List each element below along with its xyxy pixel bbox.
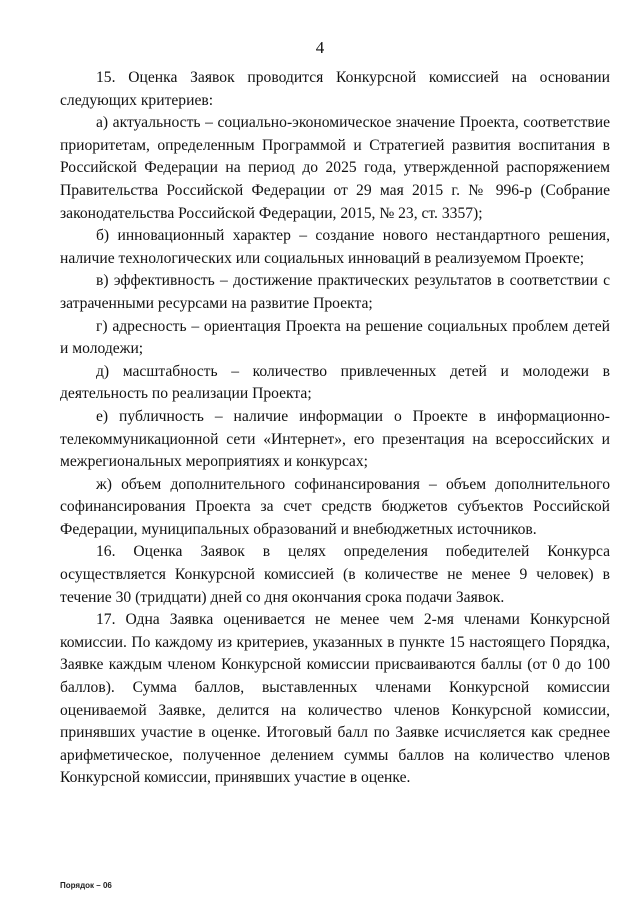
criterion-g: г) адресность – ориентация Проекта на решение социальных проблем детей и молодежи; [60, 317, 610, 358]
criterion-b: б) инновационный характер – создание нового нестандартного решения, наличие технологических или социальных инноваций в реализуемом Проекте; [60, 227, 610, 267]
paragraph-17: 17. Одна Заявка оценивается не менее чем 2-мя членами Конкурсной комиссии. По каждому из критериев, указанных в пункте 15 настоящего Порядка, Заявке каждым членом Конкурсной комиссии присваиваются баллы (от 0 до 100 баллов). Сумма баллов, выставленных членами Конкурсной комиссии оцениваемой Заявке, делится на количество членов Конкурсной комиссии, принявших участие в оценке. Итоговый балл по Заявке исчисляется как среднее арифметическое, полученное делением суммы баллов на количество членов Конкурсной комиссии, принявших участие в оценке. [60, 611, 610, 787]
criterion-zh: ж) объем дополнительного софинансирования – объем дополнительного софинансирования Проекта за счет средств бюджетов субъектов Российской Федерации, муниципальных образований и внебюджетных источников. [60, 475, 610, 538]
criterion-e: е) публичность – наличие информации о Проекте в информационно-телекоммуникационной сети «Интернет», его презентация на всероссийских и межрегиональных мероприятиях и конкурсах; [60, 407, 610, 471]
document-body [60, 67, 610, 790]
paragraph-15-intro: 15. Оценка Заявок проводится Конкурсной комиссией на основании следующих критериев: [60, 69, 610, 109]
paragraph-16: 16. Оценка Заявок в целях определения победителей Конкурса осуществляется Конкурсной комиссией (в количестве не менее 9 человек) в течение 30 (тридцати) дней со дня окончания срока подачи Заявок. [60, 543, 610, 606]
criterion-a: а) актуальность – социально-экономическое значение Проекта, соответствие приоритетам, определенным Программой и Стратегией развития воспитания в Российской Федерации на период до 2025 года, утвержденной распоряжением Правительства Российской Федерации от 29 мая 2015 г. № 996-р (Собрание законодательства Российской Федерации, 2015, № 23, ст. 3357); [60, 114, 610, 222]
page-number: 4 [315, 38, 325, 57]
criterion-v: в) эффективность – достижение практических результатов в соответствии с затраченными ресурсами на развитие Проекта; [60, 272, 610, 312]
criterion-d: д) масштабность – количество привлеченных детей и молодежи в деятельность по реализации Проекта; [60, 362, 610, 403]
footer-label: Порядок – 06 [60, 881, 112, 890]
